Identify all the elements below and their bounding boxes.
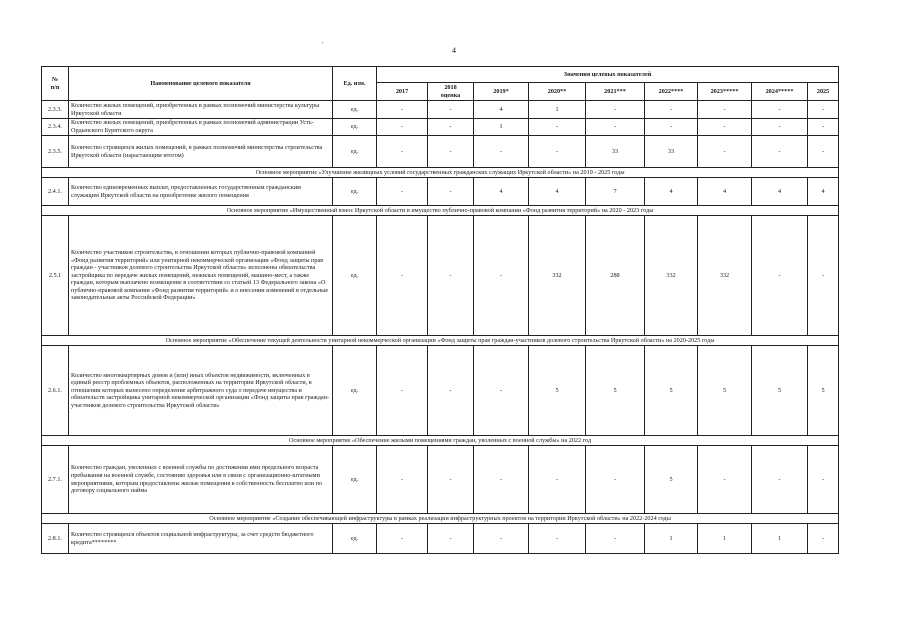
indicator-value: - bbox=[377, 178, 428, 206]
header-year: 2017 bbox=[377, 83, 428, 101]
indicator-value: - bbox=[377, 136, 428, 168]
indicator-value: 332 bbox=[645, 216, 698, 336]
section-title: Основное мероприятие «Обеспечение жилыми помещениями граждан, уволенных с военной службы» на 2022 год bbox=[42, 436, 839, 446]
table-row bbox=[42, 216, 839, 336]
indicator-value: - bbox=[586, 119, 645, 136]
indicator-value: - bbox=[698, 119, 752, 136]
indicator-name: Количество жилых помещений, приобретенных в рамках полномочий министерства культуры Иркутской области bbox=[69, 101, 333, 119]
indicator-value: 332 bbox=[529, 216, 586, 336]
indicator-value: - bbox=[474, 524, 529, 554]
indicator-value: - bbox=[808, 216, 839, 336]
indicator-value: - bbox=[645, 101, 698, 119]
row-number: 2.6.1. bbox=[42, 346, 69, 436]
unit: ед. bbox=[333, 101, 377, 119]
indicator-value: 1 bbox=[698, 524, 752, 554]
indicator-value: 5 bbox=[645, 346, 698, 436]
section-title: Основное мероприятие «Обеспечение текущей деятельности унитарной некоммерческой организации «Фонд защиты прав граждан-участников долевого строительства Иркутской области» на 2020-2025 годы bbox=[42, 336, 839, 346]
indicator-value: 1 bbox=[645, 524, 698, 554]
header-year: 2024***** bbox=[752, 83, 808, 101]
indicator-value: - bbox=[698, 446, 752, 514]
indicator-value: - bbox=[752, 446, 808, 514]
indicator-value: - bbox=[586, 524, 645, 554]
indicator-value: - bbox=[428, 119, 474, 136]
indicator-value: - bbox=[808, 524, 839, 554]
section-row bbox=[42, 168, 839, 178]
unit: ед. bbox=[333, 446, 377, 514]
unit: ед. bbox=[333, 346, 377, 436]
indicator-name: Количество жилых помещений, приобретенных в рамках полномочий администрации Усть-Ордынского Бурятского округа bbox=[69, 119, 333, 136]
indicator-value: 4 bbox=[698, 178, 752, 206]
indicator-value: - bbox=[474, 216, 529, 336]
row-number: 2.3.4. bbox=[42, 119, 69, 136]
indicator-value: 4 bbox=[474, 178, 529, 206]
header-year: 2022**** bbox=[645, 83, 698, 101]
indicator-value: 5 bbox=[752, 346, 808, 436]
header-year: 2021*** bbox=[586, 83, 645, 101]
indicator-value: - bbox=[428, 446, 474, 514]
indicator-value: - bbox=[586, 101, 645, 119]
indicator-value: - bbox=[808, 136, 839, 168]
row-number: 2.4.1. bbox=[42, 178, 69, 206]
indicator-value: - bbox=[529, 446, 586, 514]
header-values-group: Значения целевых показателей bbox=[377, 67, 839, 83]
indicator-value: 33 bbox=[645, 136, 698, 168]
unit: ед. bbox=[333, 178, 377, 206]
table-row bbox=[42, 346, 839, 436]
indicator-value: - bbox=[428, 178, 474, 206]
page-number: 4 bbox=[452, 46, 456, 55]
indicator-value: 5 bbox=[529, 346, 586, 436]
section-row bbox=[42, 514, 839, 524]
indicator-value: - bbox=[698, 136, 752, 168]
row-number: 2.8.1. bbox=[42, 524, 69, 554]
indicator-value: - bbox=[698, 101, 752, 119]
indicator-value: - bbox=[808, 101, 839, 119]
indicator-value: 4 bbox=[752, 178, 808, 206]
section-row bbox=[42, 206, 839, 216]
indicator-value: 1 bbox=[529, 101, 586, 119]
indicator-value: - bbox=[474, 136, 529, 168]
header-name: Наименование целевого показателя bbox=[69, 67, 333, 101]
row-number: 2.5.1 bbox=[42, 216, 69, 336]
header-year: 2019* bbox=[474, 83, 529, 101]
header-num: № п/п bbox=[42, 67, 69, 101]
indicator-value: 4 bbox=[645, 178, 698, 206]
section-row bbox=[42, 336, 839, 346]
indicator-value: - bbox=[428, 346, 474, 436]
indicator-value: 5 bbox=[808, 346, 839, 436]
indicator-name: Количество строящихся объектов социальной инфраструктуры, за счет средств бюджетного кредита******** bbox=[69, 524, 333, 554]
indicator-value: 1 bbox=[474, 119, 529, 136]
indicator-value: - bbox=[428, 101, 474, 119]
unit: ед. bbox=[333, 119, 377, 136]
header-unit: Ед. изм. bbox=[333, 67, 377, 101]
indicator-value: - bbox=[752, 136, 808, 168]
indicator-value: - bbox=[377, 101, 428, 119]
indicator-value: - bbox=[474, 346, 529, 436]
indicator-name: Количество многоквартирных домов и (или) иных объектов недвижимости, включенных в единый реестр проблемных объектов, расположенных на территории Иркутской области, в отношении которых вынесено определение арбитражного суда о передаче имущества и обязательств застройщика унитарной некоммерческой организации «Фонд защиты прав граждан-участников долевого строительства Иркутской области» bbox=[69, 346, 333, 436]
indicator-value: - bbox=[752, 119, 808, 136]
section-row bbox=[42, 436, 839, 446]
table-row bbox=[42, 446, 839, 514]
table-row bbox=[42, 524, 839, 554]
indicator-value: - bbox=[586, 446, 645, 514]
indicator-name: Количество граждан, уволенных с военной службы по достижении ими предельного возраста пребывания на военной службе, состоянию здоровья или в связи с организационно-штатными мероприятиями, которым предоставлены жилые помещения в собственность бесплатно или по договору социального найма bbox=[69, 446, 333, 514]
indicator-value: 5 bbox=[586, 346, 645, 436]
indicator-name: Количество строящихся жилых помещений, в рамках полномочий министерства строительства Иркутской области (нарастающим итогом) bbox=[69, 136, 333, 168]
indicator-value: - bbox=[428, 136, 474, 168]
unit: ед. bbox=[333, 524, 377, 554]
indicator-value: - bbox=[377, 346, 428, 436]
header-year: 2025 bbox=[808, 83, 839, 101]
section-title: Основное мероприятие «Имущественный взнос Иркутской области в имущество публично-правовой компании «Фонд развития территорий» на 2020 - 2023 годы bbox=[42, 206, 839, 216]
indicator-value: 4 bbox=[474, 101, 529, 119]
indicator-value: - bbox=[428, 524, 474, 554]
indicator-value: 332 bbox=[698, 216, 752, 336]
indicator-value: 4 bbox=[808, 178, 839, 206]
indicator-value: - bbox=[529, 136, 586, 168]
header-year: 2020** bbox=[529, 83, 586, 101]
header-year: 2023***** bbox=[698, 83, 752, 101]
indicator-value: - bbox=[752, 101, 808, 119]
row-number: 2.3.5. bbox=[42, 136, 69, 168]
indicator-value: 33 bbox=[586, 136, 645, 168]
header-year: 2018 оценка bbox=[428, 83, 474, 101]
table-row bbox=[42, 101, 839, 119]
indicator-name: Количество участников строительства, в отношении которых публично-правовой компанией «Фонд развития территорий» или унитарной некоммерческой организации «Фонд защиты прав граждан - участников долевого строительства Иркутской области» исполнены обязательства застройщика по передаче жилых помещений, нежилых помещений, машино-мест, а также граждан, которым выплачено возмещение в соответствии со статьей 13 Федерального закона «О публично-правовой компании «Фонд развития территорий» и о внесении изменений в отдельные законодательные акты Российской Федерации» bbox=[69, 216, 333, 336]
scan-mark: ' bbox=[322, 42, 324, 48]
row-number: 2.3.3. bbox=[42, 101, 69, 119]
indicator-value: 1 bbox=[752, 524, 808, 554]
indicator-value: - bbox=[645, 119, 698, 136]
section-title: Основное мероприятие «Улучшение жилищных условий государственных гражданских служащих Иркутской области» на 2019 - 2025 годы bbox=[42, 168, 839, 178]
indicator-value: 5 bbox=[645, 446, 698, 514]
indicator-value: - bbox=[529, 524, 586, 554]
indicator-value: - bbox=[529, 119, 586, 136]
indicator-value: 7 bbox=[586, 178, 645, 206]
indicator-value: 288 bbox=[586, 216, 645, 336]
indicator-value: - bbox=[808, 446, 839, 514]
indicator-value: - bbox=[377, 216, 428, 336]
indicator-value: - bbox=[752, 216, 808, 336]
row-number: 2.7.1. bbox=[42, 446, 69, 514]
indicator-value: - bbox=[377, 524, 428, 554]
indicator-value: - bbox=[377, 119, 428, 136]
unit: ед. bbox=[333, 136, 377, 168]
target-indicators-table bbox=[41, 66, 839, 554]
indicator-value: - bbox=[428, 216, 474, 336]
table-row bbox=[42, 136, 839, 168]
indicator-value: - bbox=[377, 446, 428, 514]
indicator-value: - bbox=[474, 446, 529, 514]
unit: ед. bbox=[333, 216, 377, 336]
table-row bbox=[42, 119, 839, 136]
indicator-value: 4 bbox=[529, 178, 586, 206]
indicator-value: 5 bbox=[698, 346, 752, 436]
indicator-name: Количество единовременных выплат, предоставленных государственным гражданским служащим Иркутской области на приобретение жилого помещения bbox=[69, 178, 333, 206]
section-title: Основное мероприятие «Создание обеспечивающей инфраструктуры в рамках реализации инфраструктурных проектов на территории Иркутской области» на 2022-2024 годы bbox=[42, 514, 839, 524]
table-row bbox=[42, 178, 839, 206]
indicator-value: - bbox=[808, 119, 839, 136]
